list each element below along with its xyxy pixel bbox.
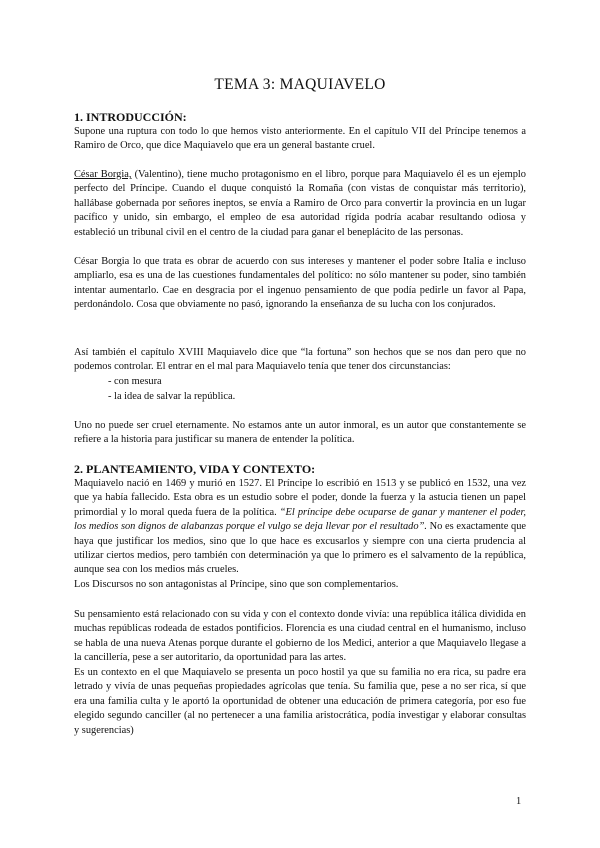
principe-quote: “El príncipe debe ocuparse de ganar y mantener el poder, los medios son dignos de alabanzas porque el vulgo se deja llevar por el resultado”.: [74, 506, 526, 533]
context-paragraph-1: [74, 477, 526, 578]
section-heading-planteamiento: 2. PLANTEAMIENTO, VIDA Y CONTEXTO:: [74, 462, 316, 476]
intro-paragraph-2-text: (Valentino), tiene mucho protagonismo en el libro, porque para Maquiavelo él es un ejemplo perfecto del Príncipe. Cuando el duque conquistó la Romaña (con vistas de conquistar más territorio), hallábase gobernada por señores ineptos, se envía a Ramiro de Orco para convertir la provincia en un lugar pacífico y unido, sin embargo, el empleo de esa autoridad rígida podría acabar resultando odiosa y estableció un tribunal civil en el centro de la ciudad para ganar el beneplácito de las personas.: [74, 169, 526, 238]
intro-paragraph-2: [74, 168, 526, 240]
intro-paragraph-4: Así también el capítulo XVIII Maquiavelo dice que “la fortuna” son hechos que se nos dan pero que no podemos controlar. El entrar en el mal para Maquiavelo tenía que tener dos circunstancias:: [74, 347, 526, 373]
list-item-republica: - la idea de salvar la república.: [108, 391, 236, 402]
intro-paragraph-5: Uno no puede ser cruel eternamente. No estamos ante un autor inmoral, es un autor que constantemente se refiere a la historia para justificar su manera de entender la política.: [74, 420, 526, 446]
cesar-borgia-underlined: César Borgia,: [74, 169, 132, 180]
context-paragraph-3: Su pensamiento está relacionado con su vida y con el contexto donde vivía: una república itálica dividida en muchas repúblicas rodeada de estados pontificios. Florencia es una ciudad central en el humanismo, incluso se habla de una nueva Atenas porque durante el gobierno de los Medici, anterior a que Maquiavelo llegase a la cancillería, pese a ser autoritario, da oportunidad para las artes.: [74, 609, 526, 664]
context-paragraph-1-b: No es exactamente que haya que justificar los medios, sino que lo que hace es excusarlos y siempre con una cierta prudencia al utilizar ciertos medios, pero también con determinación ya que lo primero es el salvamento de la república, aunque sea con los medios más crueles.: [74, 521, 526, 576]
list-item-mesura: - con mesura: [108, 376, 162, 387]
section-heading-introduccion: 1. INTRODUCCIÓN:: [74, 110, 187, 124]
context-paragraph-1-a: Maquiavelo nació en 1469 y murió en 1527. El Príncipe lo escribió en 1513 y se publicó en 1532, una vez que ya había fallecido. Esta obra es un estudio sobre el poder, donde la fuerza y la astucia tienen un papel primordial y lo moral queda fuera de la política.: [74, 478, 526, 518]
context-paragraph-2: Los Discursos no son antagonistas al Príncipe, sino que son complementarios.: [74, 579, 399, 590]
page-number: 1: [516, 796, 522, 807]
intro-paragraph-1: Supone una ruptura con todo lo que hemos visto anteriormente. En el capítulo VII del Príncipe tenemos a Ramiro de Orco, que dice Maquiavelo que era un general bastante cruel.: [74, 126, 526, 152]
context-paragraph-4: Es un contexto en el que Maquiavelo se presenta un poco hostil ya que su familia no era rica, su padre era letrado y vivía de unas pequeñas propiedades agrícolas que tenía. Su familia que, pese a no ser rica, sí que era una familia culta y le aportó la oportunidad de obtener una educación de primera categoría, por eso fue elegido segundo canciller (al no pertenecer a una familia aristocrática, podía investigar y elaborar consultas y sugerencias): [74, 667, 526, 736]
intro-paragraph-3: César Borgia lo que trata es obrar de acuerdo con sus intereses y mantener el poder sobre Italia e incluso ampliarlo, esa es una de las cuestiones fundamentales del político: no sólo mantener su poder, sino también intentar aumentarlo. Cae en desgracia por el ingenuo pensamiento de que podía pedirle un favor al Papa, perdonándolo. Cosa que obviamente no pasó, ignorando la enseñanza de su lucha con los conjurados.: [74, 256, 526, 311]
document-title: TEMA 3: MAQUIAVELO: [214, 76, 386, 93]
